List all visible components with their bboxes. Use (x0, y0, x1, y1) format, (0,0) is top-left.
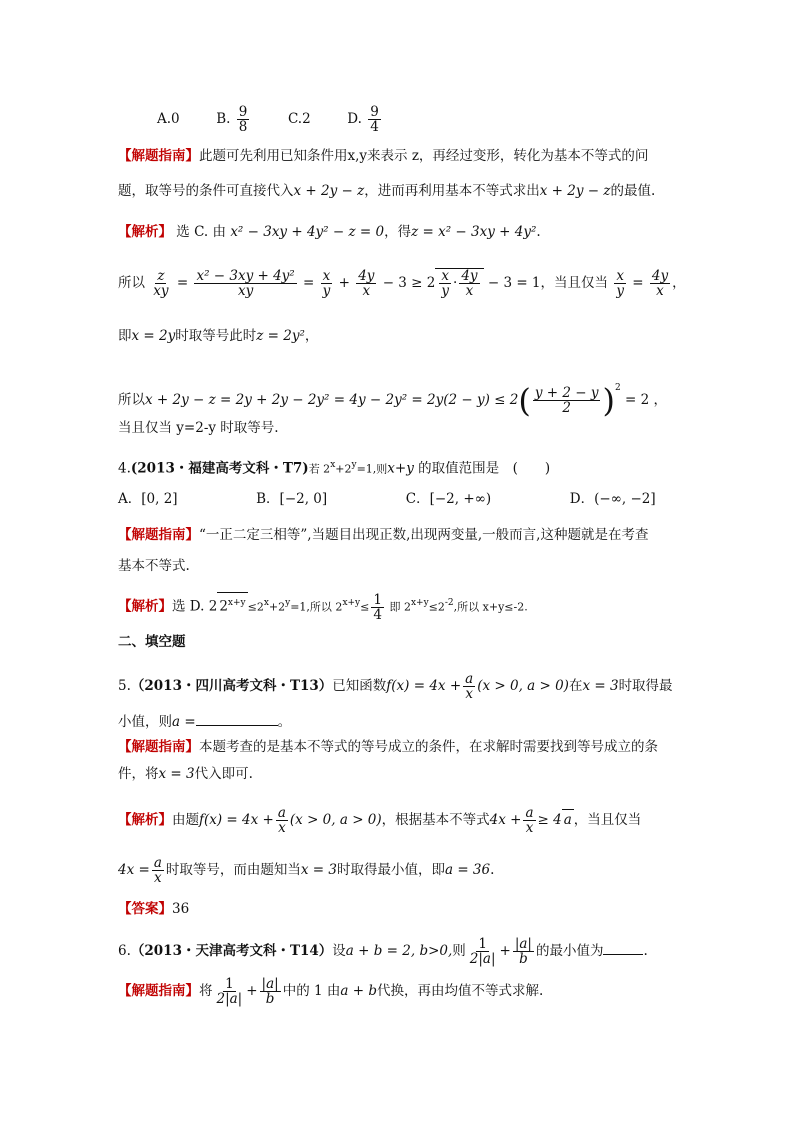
answer-blank[interactable] (603, 940, 643, 955)
guide-text: 将 (199, 983, 213, 999)
analysis-text: ，得 (384, 224, 412, 240)
math-expr: 4x = (118, 862, 150, 878)
question-text: . (643, 943, 648, 959)
analysis-text: 所以 (118, 392, 145, 408)
question-number: 5. (118, 678, 131, 694)
math-expr: a + b = 2, b>0, (345, 943, 453, 959)
question-text: 。 (277, 714, 292, 730)
math-op: = (176, 275, 189, 291)
guide-tag: 【解题指南】 (118, 527, 199, 543)
paren: ( (518, 381, 531, 420)
guide-text: 代换，再由均值不等式求解. (376, 983, 544, 999)
math-expr: a = (172, 714, 196, 730)
q5-guide-line1 (118, 737, 658, 757)
math-expr: = 2 ， (624, 392, 667, 408)
math-op: = (303, 275, 315, 291)
question-text: =1,则 (356, 462, 388, 476)
option-b-prefix: B. (216, 111, 231, 127)
guide-text: 中的 1 由 (282, 983, 341, 999)
fraction: $\frac{\text{x² − 3xy + 4y²}}{xy}$ (196, 268, 295, 299)
math-expr: x = 2y (131, 328, 176, 344)
exponent: y (285, 598, 291, 608)
analysis-text: +2 (268, 600, 286, 614)
math-expr: (x > 0, a > 0) (477, 678, 569, 694)
q6-stem (118, 937, 648, 966)
analysis-text: ,所以 x+y≤-2. (453, 600, 528, 614)
guide-tag: 【解题指南】 (118, 739, 199, 755)
fraction: $\frac{a}{x}$ (277, 805, 286, 836)
exponent: x+y (410, 598, 429, 608)
q4-guide-line2 (118, 556, 190, 576)
sqrt-expr: $\frac{x}{y}$ · $\frac{4y}{x}$ (435, 268, 483, 298)
q3-options (157, 105, 383, 134)
analysis-text: 时取得最小值，即 (336, 862, 445, 878)
q4-analysis (118, 592, 528, 622)
exponent: y (351, 460, 357, 470)
fraction: $\frac{a}{x}$ (153, 855, 162, 886)
math-expr: x+y (387, 460, 414, 477)
guide-tag: 【解题指南】 (118, 983, 199, 999)
math-expr: x + 2y − z (539, 183, 611, 199)
analysis-text: . (490, 862, 495, 878)
math-expr: − 3 ≥ 2 (382, 275, 436, 291)
guide-text: 题，取等号的条件可直接代入 (118, 183, 294, 199)
analysis-text: 即 (118, 328, 132, 344)
math-expr: f(x) = 4x + (199, 812, 274, 828)
analysis-text: ≤ (360, 600, 370, 614)
q3-guide-line2 (118, 181, 655, 201)
guide-text: 本题考查的是基本不等式的等号成立的条件，在求解时需要找到等号成立的条 (199, 739, 658, 755)
math-expr: x² − 3xy + 4y² − z = 0 (230, 224, 385, 240)
math-expr: z = 2y² (256, 328, 305, 344)
math-expr: a = 36 (444, 862, 491, 878)
fraction: $\frac{4y}{x}$ (358, 268, 375, 299)
fraction: $\frac{a}{x}$ (465, 671, 474, 702)
analysis-text: ， (304, 328, 319, 344)
question-text: 已知函数 (332, 678, 387, 694)
analysis-tag: 【解析】 (118, 598, 172, 615)
guide-text: “一正二定三相等”,当题目出现正数,出现两变量,一般而言,这种题就是在考查 (199, 527, 649, 543)
analysis-text: . (536, 224, 541, 240)
math-expr: ≥ 4 (537, 812, 562, 828)
analysis-text: 选 D. 2 (172, 598, 218, 615)
answer-blank[interactable] (196, 711, 278, 726)
fraction: $\frac{1}{2|a|}$ (216, 976, 243, 1007)
guide-text: ，进而再利用基本不等式求出 (364, 183, 540, 199)
analysis-text: 即 2 (385, 600, 411, 614)
option-b-fraction: $\frac{9}{8}$ (238, 104, 248, 135)
q5-guide-line2 (118, 764, 253, 784)
q5-analysis-line2 (118, 856, 494, 885)
q3-guide-line1 (118, 146, 648, 166)
question-text: 小值，则 (118, 714, 172, 730)
option-b: B．[−2, 0] (256, 491, 328, 507)
analysis-text: 当且仅当 y=2-y 时取等号. (118, 420, 279, 436)
fraction: $\frac{z}{xy}$ (153, 268, 169, 299)
fraction: $\frac{4y}{x}$ (651, 268, 669, 299)
sqrt-expr: $2^{x+y}$ (217, 592, 247, 617)
analysis-text: ，当且仅当 (573, 812, 642, 828)
option-d-prefix: D. (347, 111, 362, 127)
fraction: $\frac{x}{y}$ (322, 268, 331, 299)
guide-text: 基本不等式. (118, 558, 190, 574)
q3-analysis-line2 (118, 268, 686, 298)
option-a: A．[0, 2] (118, 491, 178, 507)
q4-options (118, 489, 656, 509)
analysis-text: ，根据基本不等式 (381, 812, 490, 828)
fraction: $\frac{y + 2 - y}{2}$ (534, 385, 599, 416)
fraction: $\frac{|a|}{b}$ (261, 976, 279, 1007)
question-source: （2013・天津高考文科・T14） (130, 943, 333, 959)
fraction: $\frac{1}{4}$ (373, 591, 382, 623)
exponent: x (330, 460, 336, 470)
question-text: +2 (335, 462, 352, 476)
question-source: (2013・福建高考文科・T7) (130, 460, 309, 477)
analysis-text: ≤2 (247, 600, 264, 614)
analysis-text: 由题 (172, 812, 199, 828)
question-text: 时取得最 (618, 678, 673, 694)
guide-tag: 【解题指南】 (118, 148, 199, 164)
question-text: 在 (568, 678, 583, 694)
math-expr: f(x) = 4x + (386, 678, 462, 694)
analysis-text: 选 C. 由 (172, 224, 231, 240)
answer-tag: 【答案】 (118, 901, 172, 917)
analysis-text: 所以 (118, 275, 145, 291)
guide-text: 此题可先利用已知条件用x,y来表示 z，再经过变形，转化为基本不等式的问 (199, 148, 649, 164)
section-title: 二、填空题 (118, 634, 186, 650)
question-text: 则 (452, 943, 466, 959)
q5-stem-line1 (118, 672, 673, 701)
question-number: 4. (118, 460, 131, 477)
question-text: 若 2 (308, 462, 331, 476)
sqrt-expr: a (562, 809, 574, 830)
math-op: + (499, 943, 511, 959)
q4-guide-line1 (118, 525, 648, 545)
q3-analysis-line3 (118, 326, 318, 346)
math-expr: x = 3 (582, 678, 619, 694)
q3-analysis-line1 (118, 222, 541, 242)
analysis-text: =1,所以 2 (290, 600, 343, 614)
question-text: 的取值范围是 ( ) (413, 460, 551, 477)
math-expr: x = 3 (300, 862, 337, 878)
option-d-fraction: $\frac{9}{4}$ (370, 104, 379, 135)
q6-guide (118, 977, 543, 1006)
fraction: $\frac{|a|}{b}$ (514, 936, 532, 967)
math-op: + (338, 275, 350, 291)
option-d: D．(−∞, −2] (569, 491, 656, 507)
fraction: $\frac{x}{y}$ (616, 268, 624, 299)
q5-analysis-line1 (118, 806, 641, 835)
exponent: x (263, 598, 269, 608)
paren: ) (602, 381, 615, 420)
guide-text: 代入即可. (194, 766, 253, 782)
option-a: A.0 (157, 111, 180, 127)
guide-text: 件，将 (118, 766, 159, 782)
q3-analysis-line5 (118, 418, 279, 438)
math-expr: z = x² − 3xy + 4y² (411, 224, 537, 240)
answer-value: 36 (172, 901, 190, 917)
math-expr: a + b (340, 983, 377, 999)
math-expr: (x > 0, a > 0) (289, 812, 382, 828)
analysis-text: 时取等号，而由题知当 (165, 862, 301, 878)
q3-analysis-line4 (118, 378, 667, 420)
q4-stem (118, 455, 550, 480)
exponent: -2 (444, 598, 454, 608)
question-text: 的最小值为 (535, 943, 604, 959)
fraction: $\frac{1}{2|a|}$ (469, 936, 496, 967)
analysis-text: ≤2 (428, 600, 445, 614)
analysis-tag: 【解析】 (118, 224, 172, 240)
math-expr: x + 2y − z (293, 183, 365, 199)
exponent: x+y (342, 598, 361, 608)
question-number: 6. (118, 943, 131, 959)
analysis-text: ， (672, 275, 686, 291)
exponent: 2 (614, 383, 621, 393)
guide-text: 的最值. (610, 183, 656, 199)
option-c: C．[−2, +∞) (405, 491, 492, 507)
math-expr: 4x + (489, 812, 522, 828)
analysis-text: ，当且仅当 (540, 275, 609, 291)
math-expr: x + 2y − z = 2y + 2y − 2y² = 4y − 2y² = 2y(2 − y) ≤ 2 (145, 392, 519, 408)
question-source: （2013・四川高考文科・T13） (130, 678, 333, 694)
q5-stem-line2 (118, 711, 291, 732)
analysis-tag: 【解析】 (118, 812, 172, 828)
question-text: 设 (332, 943, 346, 959)
analysis-text: 时取等号此时 (175, 328, 257, 344)
fraction: $\frac{a}{x}$ (525, 805, 534, 836)
math-expr: x = 3 (158, 766, 195, 782)
math-op: + (246, 983, 258, 999)
q5-answer (118, 899, 189, 919)
option-c: C.2 (287, 111, 311, 127)
math-op: = (632, 275, 644, 291)
math-expr: − 3 = 1 (487, 275, 541, 291)
